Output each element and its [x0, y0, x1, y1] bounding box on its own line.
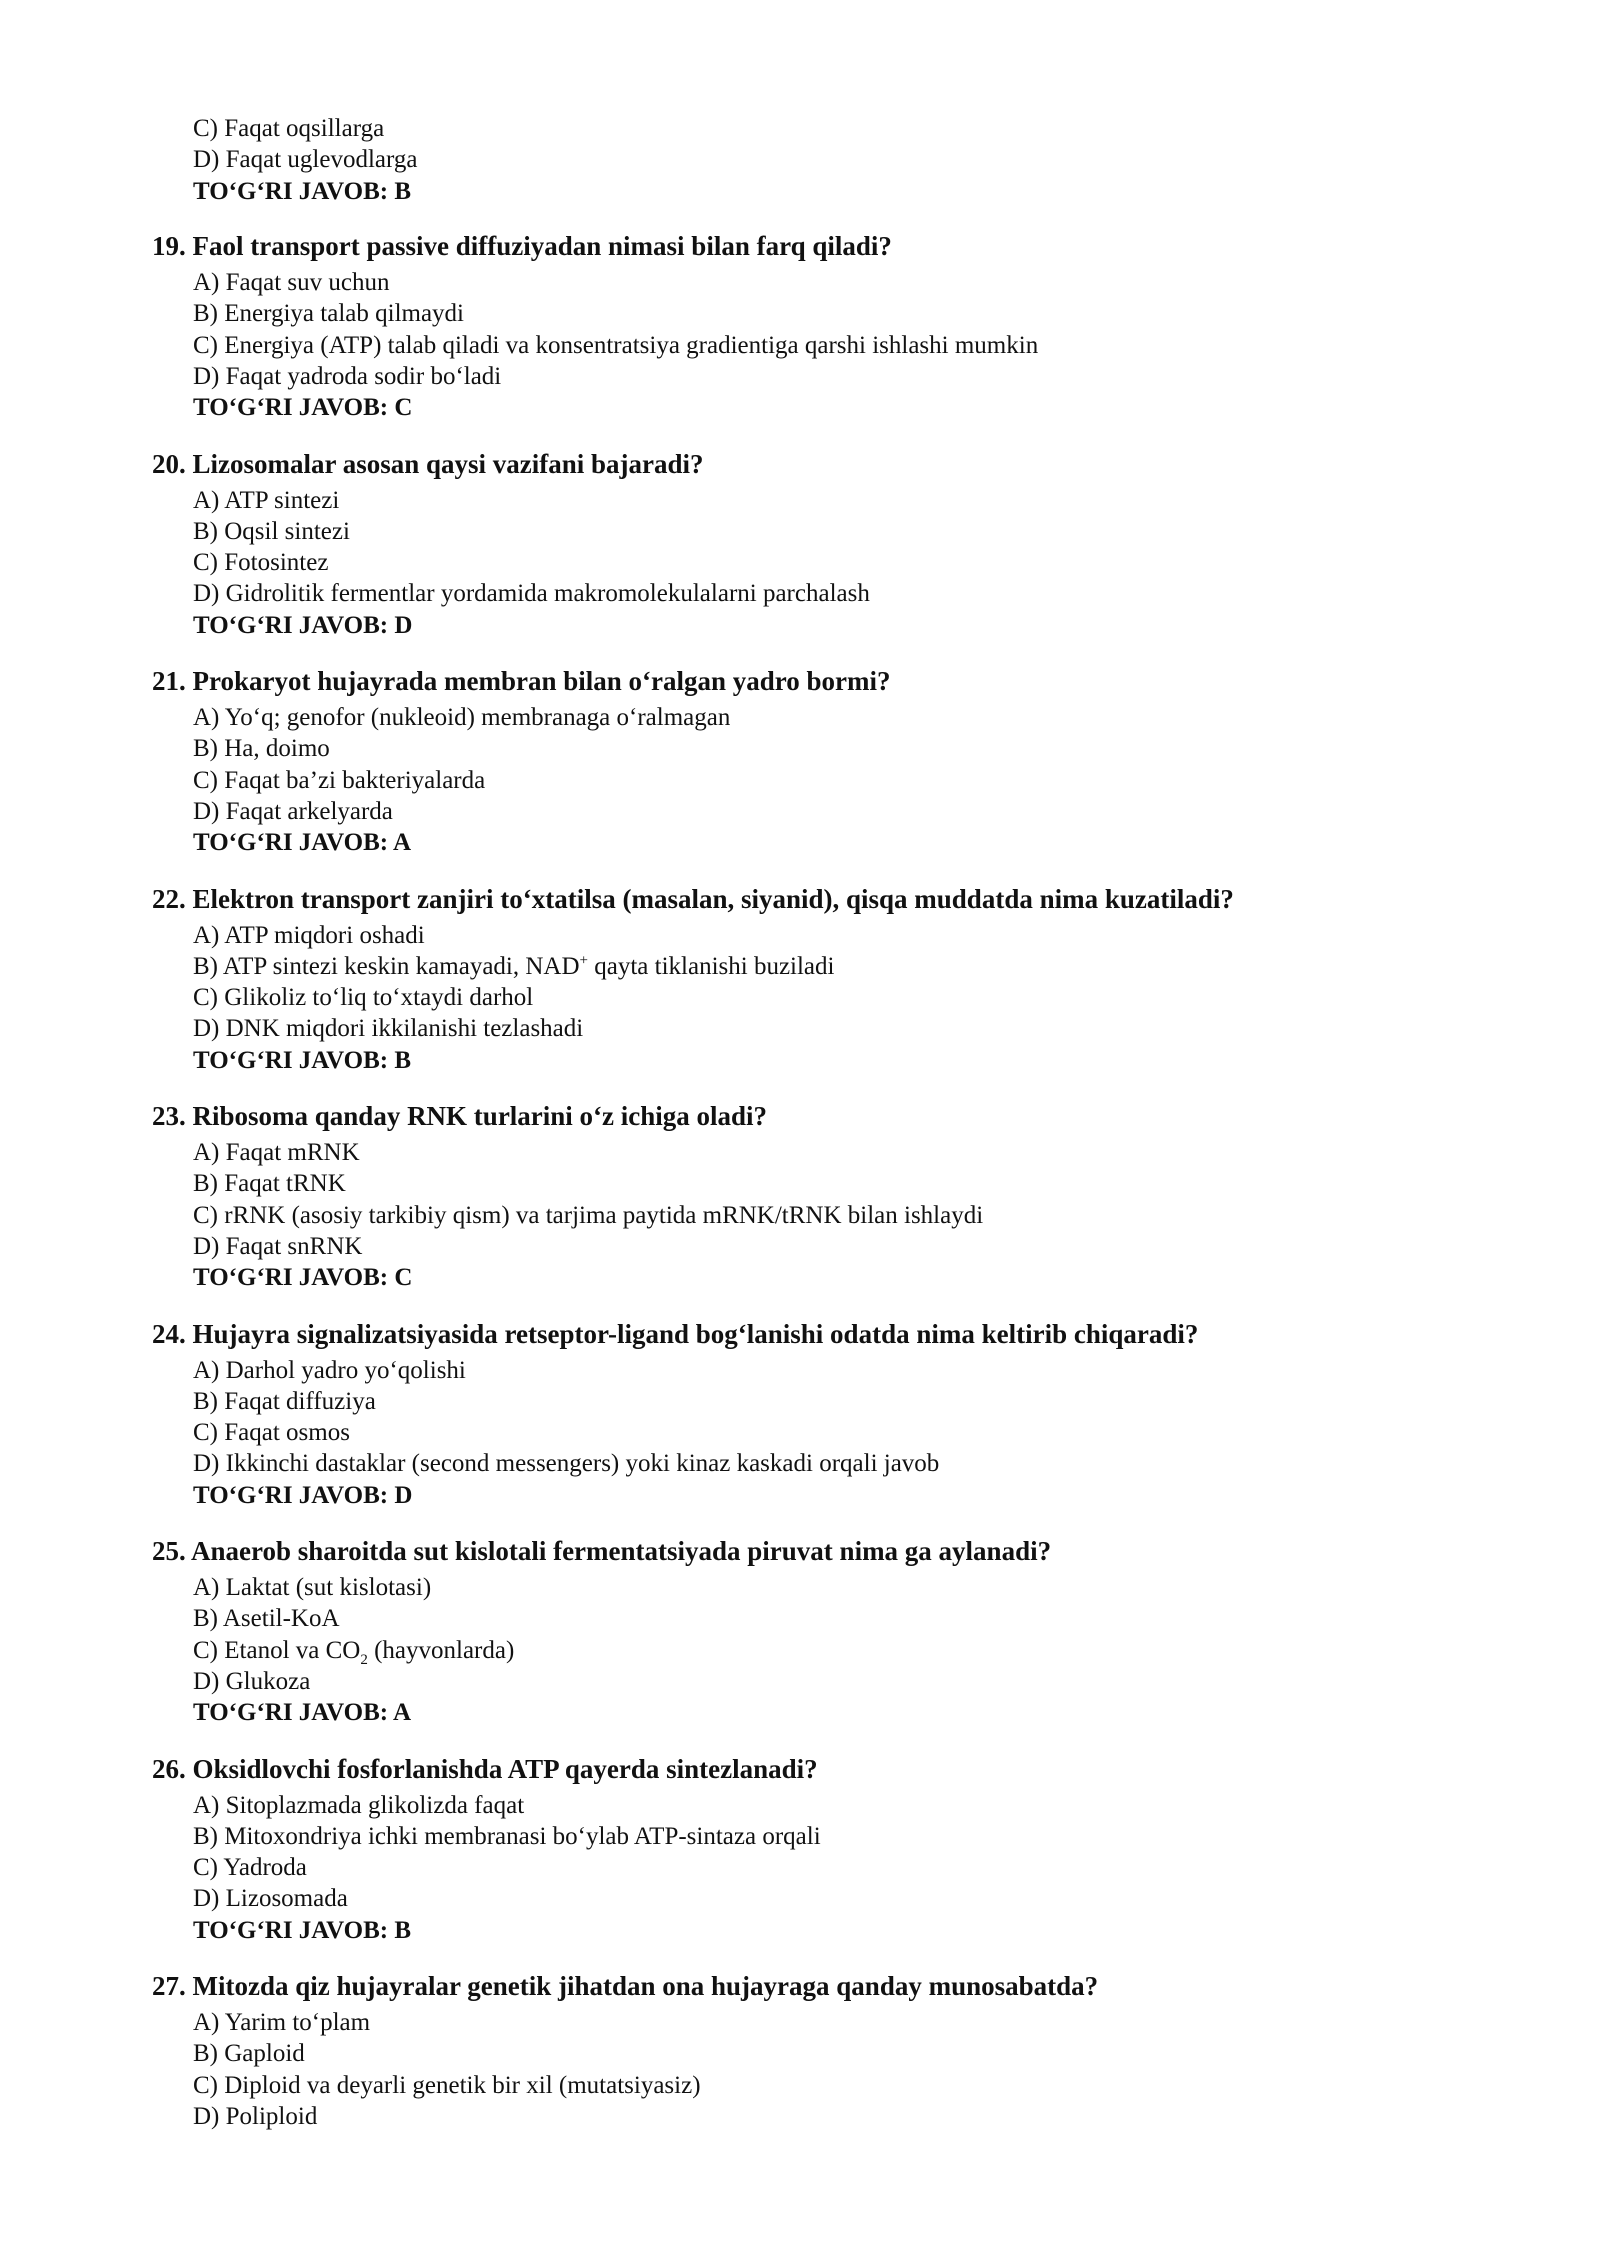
answer-option: [193, 1572, 1051, 1603]
question-title: 27. Mitozda qiz hujayralar genetik jihatdan ona hujayraga qanday munosabatda?: [152, 1971, 1099, 2001]
question-title: 26. Oksidlovchi fosforlanishda ATP qayerda sintezlanadi?: [152, 1753, 818, 1784]
option-text: A) Yo‘q; genofor (nukleoid) membranaga o‘ralmagan: [193, 704, 731, 731]
correct-answer: TO‘G‘RI JAVOB: C: [193, 1264, 413, 1292]
option-text: D) Faqat snRNK: [193, 1232, 363, 1260]
option-text: C) Faqat oqsillarga: [193, 115, 385, 142]
option-text: A) Darhol yadro yo‘qolishi: [193, 1356, 466, 1384]
answer-option: [193, 1137, 983, 1168]
option-text: D) Poliploid: [193, 2102, 318, 2130]
answer-option: [193, 298, 1038, 329]
answer-option: [193, 2038, 1098, 2069]
answer-option: [193, 1386, 1198, 1417]
option-text: C) Faqat osmos: [193, 1419, 350, 1447]
answer-option: [193, 920, 1234, 951]
correct-answer: TO‘G‘RI JAVOB: C: [193, 394, 413, 422]
option-text: B) Mitoxondriya ichki membranasi bo‘ylab ATP-sintaza orqali: [193, 1822, 821, 1850]
option-list: [152, 1355, 1198, 1513]
question-title: 23. Ribosoma qanday RNK turlarini o‘z ichiga oladi?: [152, 1101, 768, 1131]
option-text: C) Etanol va CO: [193, 1636, 361, 1664]
option-text: D) Faqat arkelyarda: [193, 797, 393, 825]
question-block: [152, 1100, 983, 1295]
option-text: B) Gaploid: [193, 2040, 305, 2068]
answer-option: [193, 113, 417, 144]
answer-option: [193, 765, 891, 796]
option-text: A) Faqat mRNK: [193, 1139, 360, 1166]
question-18-continuation: [193, 113, 417, 209]
option-text: D) Faqat uglevodlarga: [193, 146, 418, 174]
option-text: B) Oqsil sintezi: [193, 517, 350, 545]
option-text: B) Faqat diffuziya: [193, 1387, 376, 1415]
option-list: [193, 113, 417, 176]
correct-answer: TO‘G‘RI JAVOB: D: [193, 1481, 413, 1509]
option-text: A) ATP sintezi: [193, 486, 340, 514]
answer-option: [193, 547, 870, 578]
superscript: +: [579, 952, 588, 969]
answer-option: [193, 1666, 1051, 1697]
answer-option: [193, 796, 891, 827]
answer-option: [193, 2070, 1098, 2101]
answer-option: [193, 267, 1038, 298]
correct-answer: TO‘G‘RI JAVOB: B: [193, 1916, 412, 1944]
option-text: A) Sitoplazmada glikolizda faqat: [193, 1791, 525, 1819]
question-block: [152, 1970, 1098, 2132]
answer-option: [193, 1168, 983, 1199]
question-block: [152, 883, 1234, 1078]
option-text: D) Faqat yadroda sodir bo‘ladi: [193, 362, 502, 390]
question-title: 19. Faol transport passive diffuziyadan nimasi bilan farq qiladi?: [152, 231, 892, 261]
option-text: D) Lizosomada: [193, 1885, 348, 1913]
answer-option: [193, 485, 870, 516]
option-text-rest: (hayvonlarda): [367, 1636, 515, 1664]
question-title: 20. Lizosomalar asosan qaysi vazifani bajaradi?: [152, 448, 704, 479]
option-list: [152, 485, 870, 643]
option-text: A) Yarim to‘plam: [193, 2009, 371, 2036]
option-list: [152, 267, 1038, 425]
answer-option: [193, 330, 1038, 361]
answer-option: [193, 1603, 1051, 1634]
option-text: B) Asetil-KoA: [193, 1605, 340, 1633]
question-block: [152, 1753, 821, 1948]
answer-option: [193, 982, 1234, 1013]
option-text: C) rRNK (asosiy tarkibiy qism) va tarjima paytida mRNK/tRNK bilan ishlaydi: [193, 1201, 984, 1229]
option-text: C) Yadroda: [193, 1854, 307, 1882]
option-text: C) Energiya (ATP) talab qiladi va konsentratsiya gradientiga qarshi ishlashi mumkin: [193, 331, 1039, 359]
answer-option: [193, 144, 417, 175]
option-text: A) Faqat suv uchun: [193, 269, 390, 296]
answer-option: [193, 1231, 983, 1262]
answer-option: [193, 1417, 1198, 1448]
answer-option: [193, 1355, 1198, 1386]
question-block: [152, 230, 1038, 425]
answer-option: [193, 1883, 821, 1914]
option-text: C) Glikoliz to‘liq to‘xtaydi darhol: [193, 984, 534, 1012]
question-block: [152, 1318, 1198, 1513]
option-text: C) Faqat ba’zi bakteriyalarda: [193, 766, 486, 794]
question-title: 24. Hujayra signalizatsiyasida retseptor-ligand bog‘lanishi odatda nima keltirib chiqaradi?: [152, 1318, 1199, 1349]
option-text: A) Laktat (sut kislotasi): [193, 1574, 432, 1601]
option-text: D) Glukoza: [193, 1667, 311, 1695]
answer-option: [193, 1821, 821, 1852]
correct-answer: TO‘G‘RI JAVOB: D: [193, 611, 413, 639]
option-text: B) Faqat tRNK: [193, 1170, 346, 1198]
subscript: 2: [360, 1651, 368, 1668]
answer-option: [193, 1013, 1234, 1044]
option-text: A) ATP miqdori oshadi: [193, 921, 425, 949]
option-text: D) Ikkinchi dastaklar (second messengers) yoki kinaz kaskadi orqali javob: [193, 1450, 940, 1478]
option-list: [152, 1790, 821, 1948]
option-text: C) Fotosintez: [193, 549, 329, 577]
option-list: [152, 920, 1234, 1078]
option-list: [152, 1137, 983, 1295]
question-title: 25. Anaerob sharoitda sut kislotali fermentatsiyada piruvat nima ga aylanadi?: [152, 1536, 1052, 1566]
question-block: [152, 448, 870, 643]
option-text: D) DNK miqdori ikkilanishi tezlashadi: [193, 1015, 584, 1043]
option-list: [152, 2007, 1098, 2132]
option-text: B) ATP sintezi keskin kamayadi, NAD: [193, 952, 580, 980]
answer-option: [193, 516, 870, 547]
correct-answer: TO‘G‘RI JAVOB: B: [193, 177, 412, 205]
question-title: 21. Prokaryot hujayrada membran bilan o‘ralgan yadro bormi?: [152, 666, 891, 696]
answer-option: [193, 951, 1234, 982]
answer-option: [193, 1852, 821, 1883]
option-text: B) Energiya talab qilmaydi: [193, 300, 464, 328]
answer-option: [193, 1448, 1198, 1479]
option-list: [152, 1572, 1051, 1730]
answer-option: [193, 702, 891, 733]
option-text: C) Diploid va deyarli genetik bir xil (mutatsiyasiz): [193, 2071, 701, 2099]
answer-option: [193, 2007, 1098, 2038]
answer-option: [193, 361, 1038, 392]
option-text: D) Gidrolitik fermentlar yordamida makromolekulalarni parchalash: [193, 580, 870, 608]
answer-option: [193, 1200, 983, 1231]
option-list: [152, 702, 891, 860]
correct-answer: TO‘G‘RI JAVOB: B: [193, 1046, 412, 1074]
correct-answer: TO‘G‘RI JAVOB: A: [193, 829, 412, 857]
option-text: B) Ha, doimo: [193, 735, 330, 763]
answer-option: [193, 578, 870, 609]
question-title: 22. Elektron transport zanjiri to‘xtatilsa (masalan, siyanid), qisqa muddatda nima kuzatiladi?: [152, 883, 1234, 914]
question-block: [152, 665, 891, 860]
answer-option: [193, 1635, 1051, 1666]
question-block: [152, 1535, 1051, 1730]
option-text-rest: qayta tiklanishi buziladi: [588, 952, 835, 980]
answer-option: [193, 2101, 1098, 2132]
answer-option: [193, 733, 891, 764]
answer-option: [193, 1790, 821, 1821]
correct-answer: TO‘G‘RI JAVOB: A: [193, 1699, 412, 1727]
